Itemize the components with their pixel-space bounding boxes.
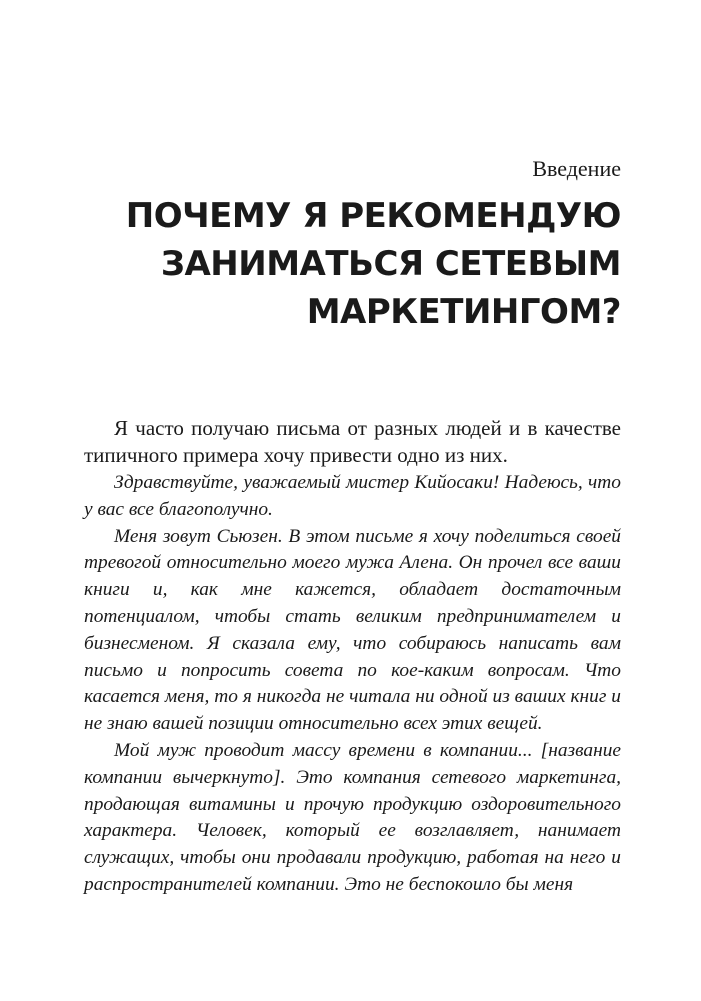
letter-paragraph-2: Меня зовут Сьюзен. В этом письме я хочу поделиться своей тревогой относительно моего мужа Алена. Он прочел все ваши книги и, как мне кажется, обладает достаточным потенциалом, чтобы стать великим предпринимателем и бизнесменом. Я сказала ему, что собираюсь написать вам письмо и попросить совета по кое-каким вопросам. Что касается меня, то я никогда не читала ни одной из ваших книг и не знаю вашей позиции относительно всех этих вещей. <box>84 525 621 735</box>
chapter-title-line-2: ЗАНИМАТЬСЯ СЕТЕВЫМ <box>160 244 621 284</box>
chapter-title-line-3: МАРКЕТИНГОМ? <box>306 292 621 332</box>
letter-paragraph-3: Мой муж проводит массу времени в компании... [название компании вычеркнуто]. Это компания сетевого маркетинга, продающая витамины и прочую продукцию оздоровительного характера. Человек, который ее возглавляет, нанимает служащих, чтобы они продавали продукцию, работая на него и распространителей компании. Это не беспокоило бы меня <box>84 739 621 895</box>
chapter-title <box>61 192 621 336</box>
letter-paragraph-1: Здравствуйте, уважаемый мистер Кийосаки! Надеюсь, что у вас все благополучно. <box>84 472 621 520</box>
chapter-label: Введение <box>532 156 621 181</box>
chapter-title-line-1: ПОЧЕМУ Я РЕКОМЕНДУЮ <box>125 196 621 236</box>
intro-paragraph: Я часто получаю письма от разных людей и в качестве типичного примера хочу привести одно из них. <box>84 416 621 467</box>
letter-text <box>84 470 621 899</box>
